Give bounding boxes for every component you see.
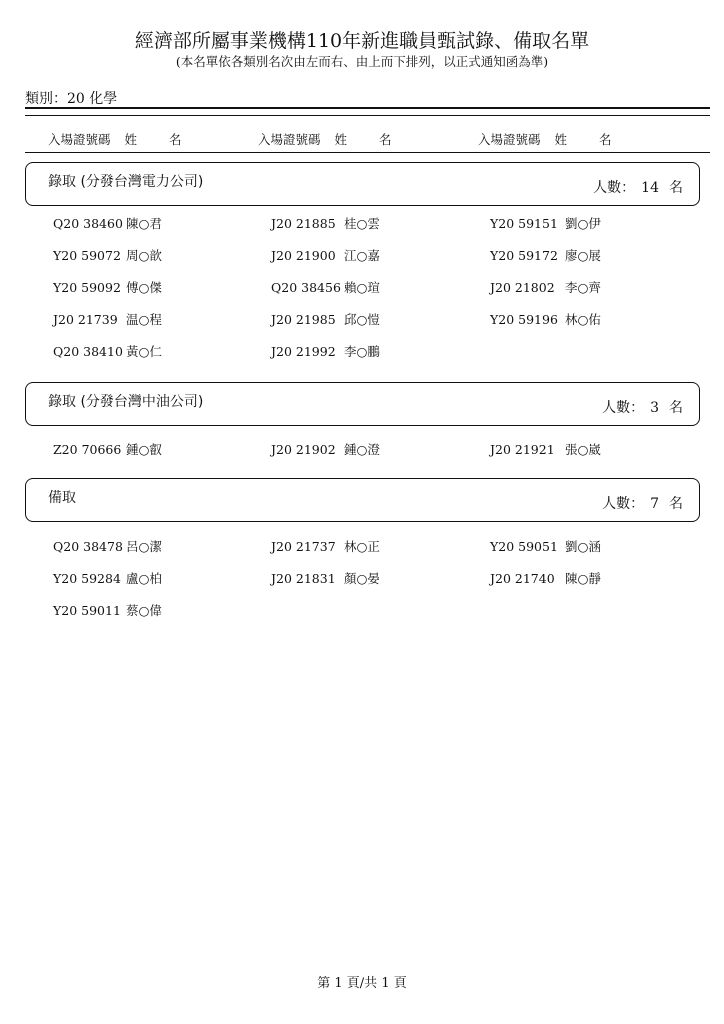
count-value: 7 xyxy=(650,496,659,512)
admission-number: J20 21739 xyxy=(53,312,118,327)
admission-number: Z20 70666 xyxy=(53,442,122,457)
list-row xyxy=(0,537,724,557)
candidate-name: 顏○晏 xyxy=(344,571,380,586)
header-divider-top xyxy=(25,107,710,109)
section-count xyxy=(602,397,683,417)
candidate-entry xyxy=(53,278,162,296)
candidate-entry xyxy=(53,246,162,264)
list-row xyxy=(0,278,724,298)
candidate-name: 鍾○叡 xyxy=(126,442,162,457)
candidate-name: 鍾○澄 xyxy=(344,442,380,457)
list-row xyxy=(0,214,724,234)
column-header-divider xyxy=(25,152,710,153)
candidate-entry xyxy=(271,569,380,587)
candidate-name: 劉○伊 xyxy=(565,216,601,231)
candidate-entry xyxy=(53,601,162,619)
admission-number: J20 21921 xyxy=(490,442,555,457)
list-row xyxy=(0,440,724,460)
candidate-name: 張○崴 xyxy=(565,442,601,457)
count-label: 人數： xyxy=(602,400,645,416)
candidate-name: 蔡○偉 xyxy=(126,603,162,618)
admission-number: Q20 38460 xyxy=(53,216,123,231)
candidate-name: 呂○潔 xyxy=(126,539,162,554)
admission-number: Y20 59051 xyxy=(490,539,558,554)
list-row xyxy=(0,342,724,362)
header-divider-bottom xyxy=(25,115,710,116)
admission-number: J20 21992 xyxy=(271,344,336,359)
admission-number: Q20 38478 xyxy=(53,539,123,554)
admission-number: Y20 59284 xyxy=(53,571,121,586)
candidate-entry xyxy=(53,310,162,328)
document-title: 經濟部所屬事業機構110年新進職員甄試錄、備取名單 xyxy=(134,30,590,52)
candidate-entry xyxy=(271,310,380,328)
candidate-name: 黃○仁 xyxy=(126,344,162,359)
count-unit: 名 xyxy=(669,496,683,512)
candidate-entry xyxy=(490,214,601,232)
section-header-box xyxy=(25,162,700,206)
candidate-name: 周○歆 xyxy=(126,248,162,263)
candidate-entry xyxy=(271,246,380,264)
count-label: 人數： xyxy=(593,180,636,196)
admission-number: Y20 59172 xyxy=(490,248,558,263)
admission-number: J20 21985 xyxy=(271,312,336,327)
count-value: 3 xyxy=(650,400,659,416)
admission-number: Q20 38410 xyxy=(53,344,123,359)
admission-number: J20 21900 xyxy=(271,248,336,263)
candidate-entry xyxy=(490,310,601,328)
category-label: 類別：20 化學 xyxy=(25,91,118,107)
admission-number: J20 21802 xyxy=(490,280,555,295)
section-count xyxy=(593,177,683,197)
candidate-name: 傅○傑 xyxy=(126,280,162,295)
admission-number: J20 21740 xyxy=(490,571,555,586)
admission-number: Y20 59092 xyxy=(53,280,121,295)
column-name-label: 姓 名 xyxy=(334,132,406,147)
count-unit: 名 xyxy=(669,180,683,196)
count-label: 人數： xyxy=(602,496,645,512)
candidate-entry xyxy=(53,342,162,360)
candidate-entry xyxy=(53,440,162,458)
candidate-entry xyxy=(490,278,601,296)
admission-number: Y20 59196 xyxy=(490,312,558,327)
column-id-label: 入場證號碼 xyxy=(478,132,541,147)
candidate-entry xyxy=(53,214,162,232)
candidate-entry xyxy=(53,537,162,555)
list-row xyxy=(0,246,724,266)
candidate-name: 李○鵬 xyxy=(344,344,380,359)
candidate-entry xyxy=(271,214,380,232)
admission-number: J20 21831 xyxy=(271,571,336,586)
candidate-name: 林○佑 xyxy=(565,312,601,327)
admission-number: Q20 38456 xyxy=(271,280,341,295)
admission-number: Y20 59072 xyxy=(53,248,121,263)
candidate-name: 劉○涵 xyxy=(565,539,601,554)
column-header-3 xyxy=(478,130,626,148)
admission-number: J20 21737 xyxy=(271,539,336,554)
column-header-2 xyxy=(258,130,406,148)
column-id-label: 入場證號碼 xyxy=(48,132,111,147)
list-row xyxy=(0,601,724,621)
section-header-box xyxy=(25,382,700,426)
section-title: 備取 xyxy=(48,490,76,506)
candidate-name: 林○正 xyxy=(344,539,380,554)
column-header-1 xyxy=(48,130,196,148)
section-header-box xyxy=(25,478,700,522)
candidate-name: 江○嘉 xyxy=(344,248,380,263)
candidate-name: 廖○展 xyxy=(565,248,601,263)
admission-number: Y20 59011 xyxy=(53,603,121,618)
candidate-name: 盧○柏 xyxy=(126,571,162,586)
candidate-entry xyxy=(53,569,162,587)
section-title: 錄取 (分發台灣中油公司) xyxy=(48,394,204,410)
page-footer: 第 1 頁/共 1 頁 xyxy=(317,976,407,991)
candidate-name: 賴○瑄 xyxy=(344,280,380,295)
candidate-entry xyxy=(490,537,601,555)
candidate-name: 李○齊 xyxy=(565,280,601,295)
list-row xyxy=(0,310,724,330)
candidate-entry xyxy=(490,246,601,264)
column-name-label: 姓 名 xyxy=(554,132,626,147)
admission-number: J20 21885 xyxy=(271,216,336,231)
candidate-entry xyxy=(271,342,380,360)
section-title: 錄取 (分發台灣電力公司) xyxy=(48,174,204,190)
section-count xyxy=(602,493,683,513)
count-value: 14 xyxy=(641,180,659,196)
admission-number: J20 21902 xyxy=(271,442,336,457)
candidate-entry xyxy=(271,537,380,555)
candidate-name: 温○程 xyxy=(126,312,162,327)
candidate-name: 陳○靜 xyxy=(565,571,601,586)
candidate-entry xyxy=(271,440,380,458)
candidate-name: 桂○雲 xyxy=(344,216,380,231)
document-subtitle: (本名單依各類別名次由左而右、由上而下排列，以正式通知函為準) xyxy=(175,54,549,69)
admission-number: Y20 59151 xyxy=(490,216,558,231)
candidate-entry xyxy=(271,278,380,296)
count-unit: 名 xyxy=(669,400,683,416)
candidate-name: 邱○愷 xyxy=(344,312,380,327)
column-name-label: 姓 名 xyxy=(124,132,196,147)
column-id-label: 入場證號碼 xyxy=(258,132,321,147)
candidate-name: 陳○君 xyxy=(126,216,162,231)
candidate-entry xyxy=(490,440,601,458)
list-row xyxy=(0,569,724,589)
candidate-entry xyxy=(490,569,601,587)
